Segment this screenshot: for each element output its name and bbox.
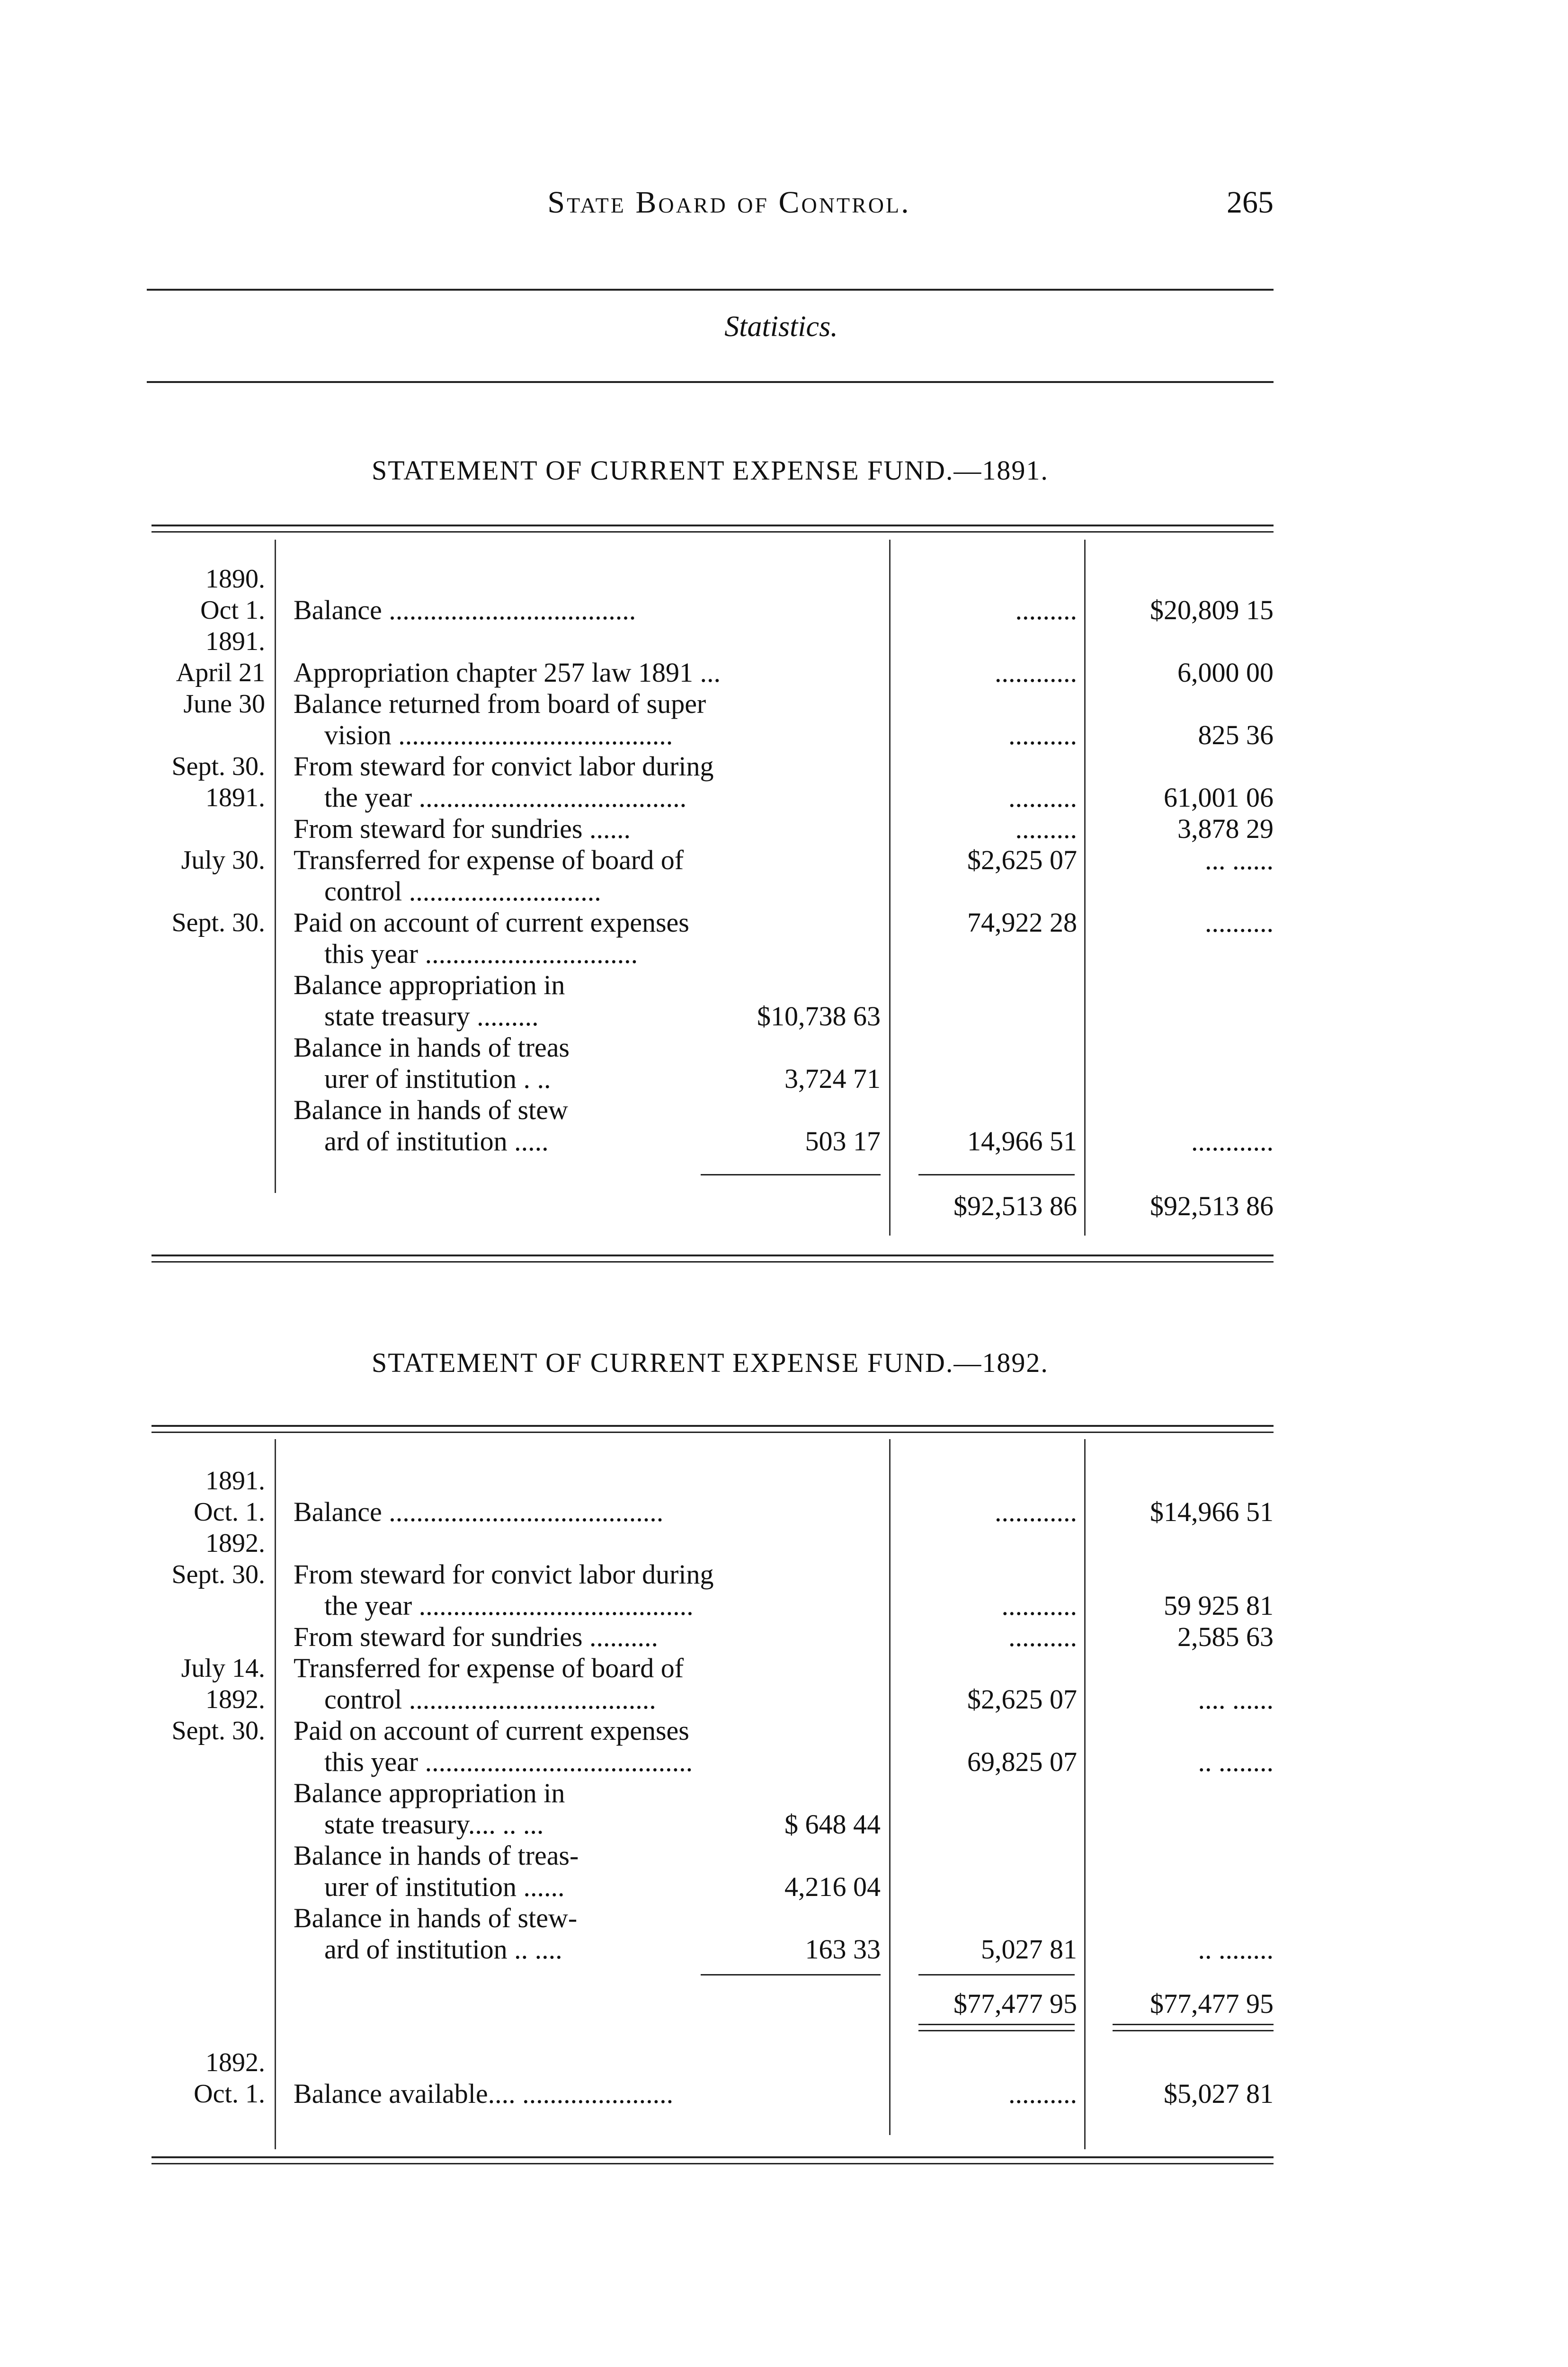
entry-description: ard of institution .. .... <box>324 1934 562 1965</box>
entry-date: Sept. 30. <box>171 1560 265 1589</box>
entry-description: Paid on account of current expenses <box>294 907 689 938</box>
subtotal-rule <box>701 1974 881 1975</box>
entry-subamount: 503 17 <box>805 1126 881 1157</box>
entry-credit: 2,585 63 <box>1177 1621 1274 1652</box>
entry-credit: 6,000 00 <box>1177 657 1274 688</box>
entry-date: 1892. <box>205 2048 265 2077</box>
entry-debit: .......... <box>1008 782 1077 813</box>
entry-description: Paid on account of current expenses <box>294 1715 689 1746</box>
entry-date: April 21 <box>176 658 265 687</box>
entry-date: July 14. <box>181 1654 265 1683</box>
entry-description: urer of institution . .. <box>324 1063 551 1094</box>
entry-description: Balance ........................................ <box>294 1496 664 1527</box>
entry-description: state treasury.... .. ... <box>324 1809 544 1840</box>
entry-debit: 74,922 28 <box>967 907 1077 938</box>
table-1892-bottom-rule <box>151 2156 1274 2158</box>
page-number: 265 <box>1227 185 1274 220</box>
entry-debit: 14,966 51 <box>967 1126 1077 1157</box>
entry-description: From steward for convict labor during <box>294 1559 714 1590</box>
entry-date: 1890. <box>205 564 265 594</box>
balance-available-label: Balance available.... ...................... <box>294 2078 674 2109</box>
entry-description: the year ........................................ <box>324 1590 694 1621</box>
entry-credit: 825 36 <box>1198 720 1274 750</box>
entry-credit: $14,966 51 <box>1150 1496 1274 1527</box>
entry-description: the year ....................................... <box>324 782 687 813</box>
entry-debit: ........... <box>1001 1590 1077 1621</box>
entry-credit: .. ........ <box>1198 1746 1274 1777</box>
entry-description: vision ........................................ <box>324 720 673 750</box>
entry-description: Balance in hands of stew <box>294 1095 568 1125</box>
entry-date: Sept. 30. <box>171 752 265 781</box>
entry-description: Balance in hands of treas- <box>294 1840 579 1871</box>
entry-debit: ............ <box>995 1496 1077 1527</box>
total-credit: $77,477 95 <box>1150 1988 1274 2019</box>
entry-description: Balance in hands of stew- <box>294 1903 578 1933</box>
entry-subamount: 3,724 71 <box>784 1063 881 1094</box>
balance-available-amount: $5,027 81 <box>1164 2078 1274 2109</box>
entry-date: 1892. <box>205 1685 265 1714</box>
entry-debit: 69,825 07 <box>967 1746 1077 1777</box>
entry-description: Balance appropriation in <box>294 970 565 1000</box>
statement-1891-title: STATEMENT OF CURRENT EXPENSE FUND.—1891. <box>372 455 1049 486</box>
entry-date: Sept. 30. <box>171 1716 265 1745</box>
entry-description: Appropriation chapter 257 law 1891 ... <box>294 657 721 688</box>
entry-credit: ... ...... <box>1205 845 1274 875</box>
entry-description: Balance appropriation in <box>294 1778 565 1808</box>
entry-credit: 59 925 81 <box>1164 1590 1274 1621</box>
entry-subamount: $10,738 63 <box>757 1001 881 1032</box>
entry-credit: .. ........ <box>1198 1934 1274 1965</box>
entry-debit: 5,027 81 <box>981 1934 1077 1965</box>
entry-date: 1891. <box>205 627 265 656</box>
entry-debit: ............ <box>995 657 1077 688</box>
entry-date: Oct 1. <box>200 596 265 625</box>
total-credit: $92,513 86 <box>1150 1191 1274 1221</box>
entry-description: this year ....................................... <box>324 1746 693 1777</box>
entry-credit: $20,809 15 <box>1150 595 1274 625</box>
entry-description: From steward for sundries ...... <box>294 813 631 844</box>
entry-debit: ......... <box>1015 813 1077 844</box>
entry-date: Sept. 30. <box>171 908 265 937</box>
totals-double-rule <box>918 2024 1075 2025</box>
entry-description: From steward for sundries .......... <box>294 1621 659 1652</box>
entry-description: Transferred for expense of board of <box>294 1653 684 1683</box>
entry-description: state treasury ......... <box>324 1001 539 1032</box>
entry-debit: $2,625 07 <box>967 845 1077 875</box>
statement-1892-title: STATEMENT OF CURRENT EXPENSE FUND.—1892. <box>372 1347 1049 1378</box>
entry-subamount: $ 648 44 <box>784 1809 881 1840</box>
entry-subamount: 4,216 04 <box>784 1871 881 1902</box>
entry-credit: 3,878 29 <box>1177 813 1274 844</box>
entry-date: 1891. <box>205 1466 265 1495</box>
entry-date: Oct. 1. <box>194 1497 265 1527</box>
table-1892-bottom-rule-2 <box>151 2163 1274 2164</box>
totals-double-rule <box>918 2030 1075 2031</box>
totals-double-rule <box>1113 2024 1274 2025</box>
entry-subamount: 163 33 <box>805 1934 881 1965</box>
divider-desc <box>889 1439 891 2135</box>
entry-description: Balance returned from board of super <box>294 688 706 719</box>
entry-description: Transferred for expense of board of <box>294 845 684 875</box>
divider-date <box>275 1439 276 2149</box>
running-head-title: State Board of Control. <box>547 185 911 220</box>
entry-credit: 61,001 06 <box>1164 782 1274 813</box>
entry-credit: .... ...... <box>1198 1684 1274 1715</box>
entry-description: From steward for convict labor during <box>294 751 714 782</box>
entry-credit: ............ <box>1191 1126 1274 1157</box>
entry-credit: .......... <box>1205 907 1274 938</box>
entry-date: July 30. <box>181 845 265 875</box>
totals-double-rule <box>1113 2030 1274 2031</box>
entry-debit: .......... <box>1008 720 1077 750</box>
entry-description: control ............................ <box>324 876 601 907</box>
entry-date: June 30 <box>183 689 265 719</box>
entry-description: this year ............................... <box>324 938 638 969</box>
section-subtitle: Statistics. <box>724 311 838 343</box>
total-rule <box>918 1974 1075 1975</box>
entry-date: Oct. 1. <box>194 2079 265 2109</box>
entry-debit: .......... <box>1008 1621 1077 1652</box>
entry-debit: ......... <box>1015 595 1077 625</box>
entry-description: Balance in hands of treas <box>294 1032 570 1063</box>
total-debit: $77,477 95 <box>953 1988 1077 2019</box>
entry-debit: $2,625 07 <box>967 1684 1077 1715</box>
entry-description: urer of institution ...... <box>324 1871 565 1902</box>
total-debit: $92,513 86 <box>953 1191 1077 1221</box>
entry-description: ard of institution ..... <box>324 1126 549 1157</box>
divider-c2 <box>1084 1439 1086 2149</box>
entry-description: Balance .................................... <box>294 595 636 625</box>
balance-available-leader: .......... <box>1008 2078 1077 2109</box>
entry-date: 1891. <box>205 783 265 812</box>
entry-description: control .................................... <box>324 1684 656 1715</box>
entry-date: 1892. <box>205 1529 265 1558</box>
